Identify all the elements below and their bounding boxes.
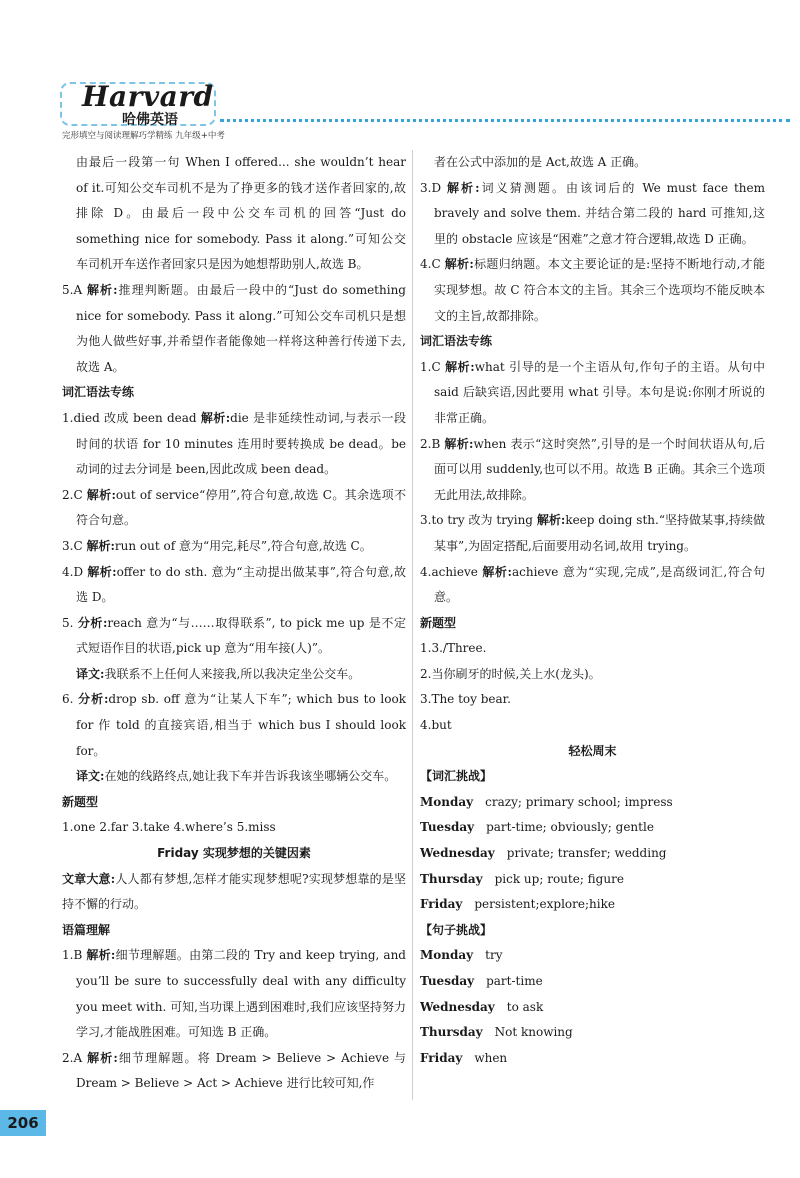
translation-label: 译文: [76, 769, 105, 784]
answer-number: 3.to try 改为 trying [420, 513, 533, 528]
section-heading: 语篇理解 [62, 922, 111, 937]
weekday-answer: Not knowing [494, 1025, 573, 1040]
answer-explanation: 细节理解题。由第二段的 Try and keep trying, and you’ll be sure to successfully deal with any difficulty you meet with. 可知,当功课上遇到困难时,我们应该坚持努力学习,才能战胜困难。可知选 B 正确。 [76, 948, 406, 1040]
weekday-label: Wednesday [420, 999, 495, 1014]
answer-item [420, 432, 765, 509]
answer-item [62, 1046, 406, 1097]
translation [62, 764, 406, 790]
answer-text: 1.3./Three. [420, 641, 487, 656]
weekend-row [420, 841, 765, 867]
answer-number: 3.D [420, 180, 442, 195]
answer-item [62, 611, 406, 662]
weekend-row [420, 867, 765, 893]
weekend-row [420, 892, 765, 918]
page-header [60, 82, 790, 148]
summary-text: 人人都有梦想,怎样才能实现梦想呢?实现梦想靠的是坚持不懈的行动。 [62, 871, 406, 912]
answer-number: 4.D [62, 564, 84, 579]
answer-item [420, 560, 765, 611]
weekday-answer: try [485, 948, 503, 963]
answer-explanation: die 是非延续性动词,与表示一段时间的状语 for 10 minutes 连用时要转换成 be dead。be 动词的过去分词是 been,因此改成 been dead。 [76, 410, 406, 477]
weekday-answer: crazy; primary school; impress [485, 794, 673, 809]
left-column [62, 150, 406, 1097]
weekday-label: Thursday [420, 871, 483, 886]
answer-label: 解析: [200, 410, 231, 425]
answer-text: 由最后一段第一句 When I offered... she wouldn’t hear of it.可知公交车司机不是为了挣更多的钱才送作者回家的,故排除 D。由最后一段中公交车司机的回答“Just do something nice for somebody. Pass it along.”可知公交车司机开车送作者回家只是因为她想帮助别人,故选 B。 [76, 155, 406, 272]
answer-label: 分析: [78, 692, 109, 707]
answer-explanation: reach 意为“与……取得联系”, to pick me up 是不定式短语作目的状语,pick up 意为“用车接(人)”。 [76, 615, 406, 656]
answer-label: 解析: [86, 282, 118, 297]
answer-item [420, 252, 765, 329]
answer-number: 2.C [62, 487, 83, 502]
answer-explanation: 细节理解题。将 Dream > Believe > Achieve 与 Dream > Believe > Act > Achieve 进行比较可知,作 [76, 1050, 406, 1091]
weekday-label: Friday [420, 1050, 463, 1065]
answer-explanation: 推理判断题。由最后一段中的“Just do something nice for somebody. Pass it along.”可知公交车司机只是想为他人做些好事,并希望作者能像她一样将这种善行传递下去,故选 A。 [76, 282, 406, 374]
answer-item [62, 406, 406, 483]
answer-label: 解析: [86, 538, 115, 553]
section-heading: 【句子挑战】 [420, 922, 493, 937]
answer-text: 4.but [420, 718, 452, 733]
weekday-label: Friday [420, 897, 463, 912]
answer-label: 解析: [445, 359, 475, 374]
answer-label: 解析: [482, 564, 512, 579]
answer-label: 解析: [86, 948, 116, 963]
page-number: 206 [0, 1110, 46, 1136]
answer-item [62, 560, 406, 611]
translation-text: 我联系不上任何人来接我,所以我决定坐公交车。 [104, 666, 361, 681]
answer-item [62, 687, 406, 764]
answer-label: 解析: [536, 513, 566, 528]
weekday-answer: part-time [486, 974, 543, 988]
column-divider [412, 150, 413, 1100]
weekend-row [420, 790, 765, 816]
answer-explanation: when 表示“这时突然”,引导的是一个时间状语从句,后面可以用 suddenly,也可以不用。故选 B 正确。其余三个选项无此用法,故排除。 [434, 436, 765, 502]
right-column [420, 150, 765, 1071]
weekday-answer: private; transfer; wedding [506, 846, 667, 861]
weekday-label: Monday [420, 948, 474, 963]
answer-text: 1.one 2.far 3.take 4.where’s 5.miss [62, 820, 276, 835]
harvard-logo [60, 82, 216, 126]
answer-number: 4.C [420, 257, 441, 272]
answer-explanation: achieve 意为“实现,完成”,是高级词汇,符合句意。 [434, 564, 765, 605]
translation-label: 译文: [76, 666, 105, 681]
weekday-answer: persistent;explore;hike [474, 897, 615, 912]
translation-text: 在她的线路终点,她让我下车并告诉我该坐哪辆公交车。 [104, 769, 397, 784]
header-dotted-rule [220, 119, 790, 122]
answer-item [62, 534, 406, 560]
answer-text: 者在公式中添加的是 Act,故选 A 正确。 [434, 155, 647, 169]
section-heading: 词汇语法专练 [62, 385, 135, 400]
section-heading: 【词汇挑战】 [420, 769, 493, 784]
answer-text: 3.The toy bear. [420, 692, 511, 707]
answer-explanation: 词义猜测题。由该词后的 We must face them bravely and solve them. 并结合第二段的 hard 可推知,这里的 obstacle 应该是“困难”之意才符合逻辑,故选 D 正确。 [434, 180, 765, 246]
answer-item [420, 176, 765, 253]
book-subtitle: 完形填空与阅读理解巧学精练 九年级+中考 [62, 131, 225, 141]
answer-explanation: 标题归纳题。本文主要论证的是:坚持不断地行动,才能实现梦想。故 C 符合本文的主旨。其余三个选项均不能反映本文的主旨,故都排除。 [434, 257, 765, 323]
answer-label: 解析: [86, 487, 116, 502]
answer-number: 1.C [420, 359, 441, 374]
weekend-row [420, 1020, 765, 1046]
translation [62, 662, 406, 688]
answer-explanation: what 引导的是一个主语从句,作句子的主语。从句中 said 后缺宾语,因此要用 what 引导。本句是说:你刚才所说的非常正确。 [434, 359, 765, 425]
section-heading: 词汇语法专练 [420, 334, 493, 349]
answer-number: 4.achieve [420, 564, 478, 579]
answer-label: 解析: [444, 436, 474, 451]
weekend-row [420, 995, 765, 1021]
answer-number: 5.A [62, 282, 83, 297]
summary-label: 文章大意: [62, 871, 116, 886]
weekday-label: Tuesday [420, 820, 475, 835]
answer-explanation: offer to do sth. 意为“主动提出做某事”,符合句意,故选 D。 [76, 564, 406, 605]
weekend-row [420, 969, 765, 995]
weekday-answer: when [474, 1050, 508, 1065]
answer-label: 解析: [444, 257, 474, 272]
article-summary [62, 867, 406, 918]
answer-item [62, 483, 406, 534]
answer-number: 2.A [62, 1050, 83, 1065]
weekday-label: Tuesday [420, 974, 475, 988]
answer-number: 2.B [420, 436, 441, 451]
section-title: Friday 实现梦想的关键因素 [157, 846, 311, 861]
answer-explanation: out of service“停用”,符合句意,故选 C。其余选项不符合句意。 [76, 487, 406, 528]
answer-label: 分析: [77, 615, 108, 630]
weekend-row [420, 943, 765, 969]
answer-number: 3.C [62, 538, 83, 553]
answer-item [420, 355, 765, 432]
weekday-answer: part-time; obviously; gentle [486, 820, 654, 835]
answer-label: 解析: [87, 564, 117, 579]
answer-label: 解析: [446, 180, 480, 195]
weekday-label: Thursday [420, 1025, 483, 1040]
logo-text: Harvard [82, 80, 214, 113]
answer-explanation: drop sb. off 意为“让某人下车”; which bus to look for 作 told 的直接宾语,相当于 which bus I should look for。 [76, 692, 406, 758]
weekday-answer: pick up; route; figure [494, 871, 624, 886]
weekend-row [420, 815, 765, 841]
answer-number: 6. [62, 692, 74, 707]
answer-explanation: keep doing sth.“坚持做某事,持续做某事”,为固定搭配,后面要用动名词,故用 trying。 [434, 513, 765, 553]
answer-number: 5. [62, 615, 74, 630]
answer-number: 1.B [62, 948, 83, 963]
weekend-row [420, 1046, 765, 1072]
section-heading: 新题型 [420, 615, 457, 630]
weekday-answer: to ask [506, 999, 544, 1014]
weekday-label: Monday [420, 794, 474, 809]
answer-explanation: run out of 意为“用完,耗尽”,符合句意,故选 C。 [114, 538, 372, 553]
answer-number: 1.died 改成 been dead [62, 410, 197, 425]
answer-item [420, 508, 765, 559]
answer-label: 解析: [87, 1050, 118, 1065]
answer-item [62, 943, 406, 1045]
answer-item [62, 278, 406, 380]
answer-text: 2.当你刷牙的时候,关上水(龙头)。 [420, 666, 601, 681]
logo-chinese-text: 哈佛英语 [122, 112, 178, 128]
weekday-label: Wednesday [420, 846, 495, 861]
section-title: 轻松周末 [568, 743, 617, 758]
section-heading: 新题型 [62, 794, 99, 809]
